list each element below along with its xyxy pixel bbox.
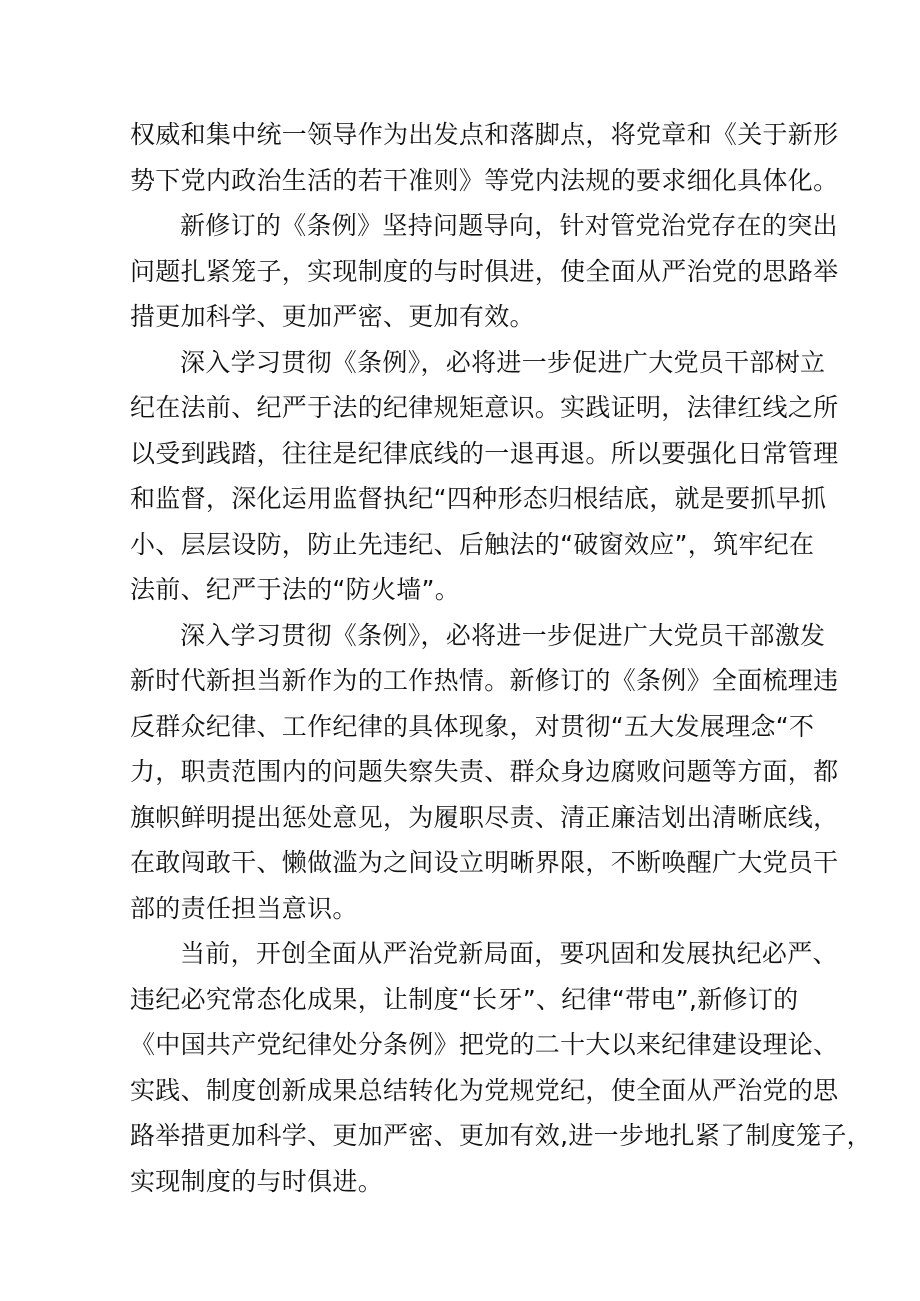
text-line: 小、层层设防，防止先违纪、后触法的“破窗效应”，筑牢纪在 xyxy=(130,529,815,559)
text-line: 《中国共产党纪律处分条例》把党的二十大以来纪律建设理论、 xyxy=(130,1030,839,1059)
text-line: 深入学习贯彻《条例》，必将进一步促进广大党员干部激发 xyxy=(180,620,826,650)
paragraph-3 xyxy=(130,340,839,613)
text-line: 以受到践踏，往往是纪律底线的一退再退。所以要强化日常管理 xyxy=(130,438,839,468)
text-line: 新修订的《条例》坚持问题导向，针对管党治党存在的突出 xyxy=(180,211,838,240)
document-body xyxy=(130,112,872,1204)
text-line: 措更加科学、更加严密、更加有效。 xyxy=(130,302,535,331)
paragraph-1 xyxy=(130,112,839,203)
text-line: 部的责任担当意识。 xyxy=(130,893,358,923)
text-line: 实现制度的与时俱进。 xyxy=(130,1166,384,1196)
text-line: 当前，开创全面从严治党新局面，要巩固和发展执纪必严、 xyxy=(180,939,838,968)
text-line: 反群众纪律、工作纪律的具体现象，对贯彻“五大发展理念“不 xyxy=(130,711,815,741)
text-line: 深入学习贯彻《条例》，必将进一步促进广大党员干部树立 xyxy=(180,347,826,377)
text-line: 问题扎紧笼子，实现制度的与时俱进，使全面从严治党的思路举 xyxy=(130,256,839,286)
text-line: 实践、制度创新成果总结转化为党规党纪，使全面从严治党的思 xyxy=(130,1075,839,1105)
text-line: 势下党内政治生活的若干准则》等党内法规的要求细化具体化。 xyxy=(130,165,839,195)
text-line: 在敢闯敢干、懒做滥为之间设立明晰界限，不断唤醒广大党员干 xyxy=(130,848,839,877)
text-line: 法前、纪严于法的“防火墙”。 xyxy=(130,575,461,604)
paragraph-4 xyxy=(130,613,839,932)
text-line: 纪在法前、纪严于法的纪律规矩意识。实践证明，法律红线之所 xyxy=(130,393,839,422)
paragraph-5 xyxy=(130,931,872,1204)
text-line: 新时代新担当新作为的工作热情。新修订的《条例》全面梳理违 xyxy=(130,666,839,695)
text-line: 违纪必究常态化成果，让制度“长牙”、纪律“带电”,新修订的 xyxy=(130,984,799,1014)
text-line: 和监督，深化运用监督执纪“四种形态归根结底，就是要抓早抓 xyxy=(130,484,827,513)
text-line: 权威和集中统一领导作为出发点和落脚点，将党章和《关于新形 xyxy=(130,120,839,149)
paragraph-2 xyxy=(130,203,839,340)
text-line: 力，职责范围内的问题失察失责、群众身边腐败问题等方面，都 xyxy=(130,757,839,786)
text-line: 路举措更加科学、更加严密、更加有效,进一步地扎紧了制度笼子， xyxy=(130,1121,872,1150)
text-line: 旗帜鲜明提出惩处意见，为履职尽责、清正廉洁划出清晰底线， xyxy=(130,802,839,832)
